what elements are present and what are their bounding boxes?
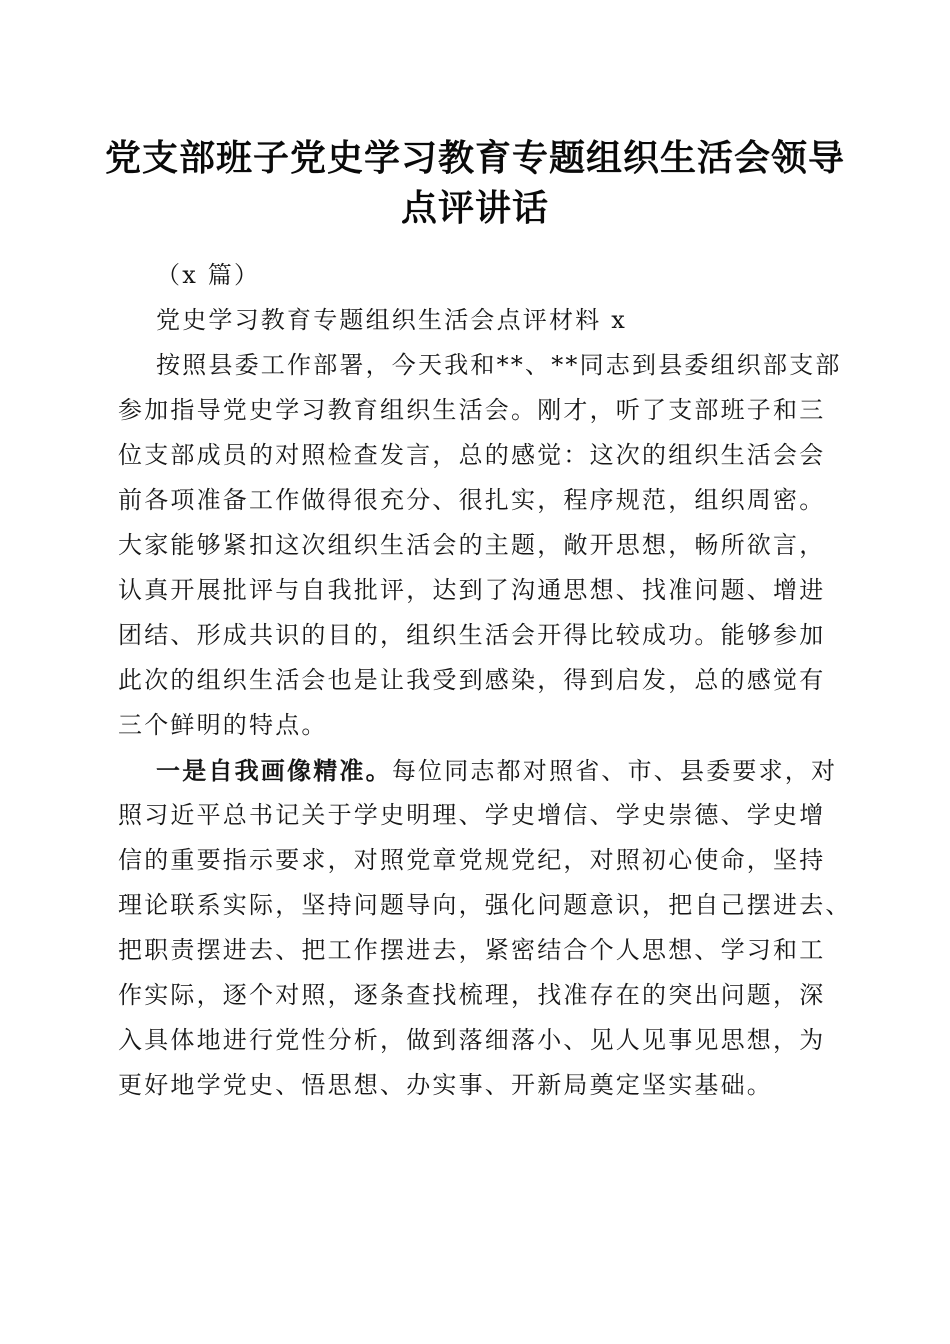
paragraph-2-line: 把职责摆进去、把工作摆进去，紧密结合个人思想、学习和工	[118, 936, 826, 964]
paragraph-2-line: 更好地学党史、悟思想、办实事、开新局奠定坚实基础。	[118, 1071, 773, 1099]
paragraph-1-line: 位支部成员的对照检查发言，总的感觉：这次的组织生活会会	[118, 441, 826, 469]
paragraph-2-line: 每位同志都对照省、市、县委要求，对	[391, 757, 838, 785]
paragraph-1-line: 按照县委工作部署，今天我和**、**同志到县委组织部支部	[156, 351, 842, 379]
paragraph-2-lead: 一是自我画像精准。	[156, 756, 392, 785]
paragraph-2-first-line	[118, 748, 838, 793]
paragraph-2-line: 入具体地进行党性分析，做到落细落小、见人见事见思想，为	[118, 1026, 826, 1054]
document-title-line-1: 党支部班子党史学习教育专题组织生活会领导	[104, 137, 845, 179]
paragraph-2-line: 照习近平总书记关于学史明理、学史增信、学史崇德、学史增	[118, 801, 826, 829]
paragraph-1-line: 认真开展批评与自我批评，达到了沟通思想、找准问题、增进	[118, 576, 826, 604]
paragraph-2-line: 信的重要指示要求，对照党章党规党纪，对照初心使命，坚持	[118, 846, 826, 874]
pian-label: （x 篇）	[156, 261, 261, 289]
paragraph-2-line: 作实际，逐个对照，逐条查找梳理，找准存在的突出问题，深	[118, 981, 826, 1009]
paragraph-1-line: 团结、形成共识的目的，组织生活会开得比较成功。能够参加	[118, 621, 826, 649]
paragraph-1-line: 参加指导党史学习教育组织生活会。刚才，听了支部班子和三	[118, 396, 826, 424]
document-subtitle: 党史学习教育专题组织生活会点评材料 x	[156, 306, 627, 334]
paragraph-1-line: 三个鲜明的特点。	[118, 711, 328, 739]
document-title-line-2: 点评讲话	[400, 187, 549, 229]
paragraph-1-line: 前各项准备工作做得很充分、很扎实，程序规范，组织周密。	[118, 486, 826, 514]
paragraph-1-line: 大家能够紧扣这次组织生活会的主题，敞开思想，畅所欲言，	[118, 531, 826, 559]
document-body	[118, 253, 852, 1108]
paragraph-1-line: 此次的组织生活会也是让我受到感染，得到启发，总的感觉有	[118, 666, 826, 694]
paragraph-2-line: 理论联系实际，坚持问题导向，强化问题意识，把自己摆进去、	[118, 891, 852, 919]
